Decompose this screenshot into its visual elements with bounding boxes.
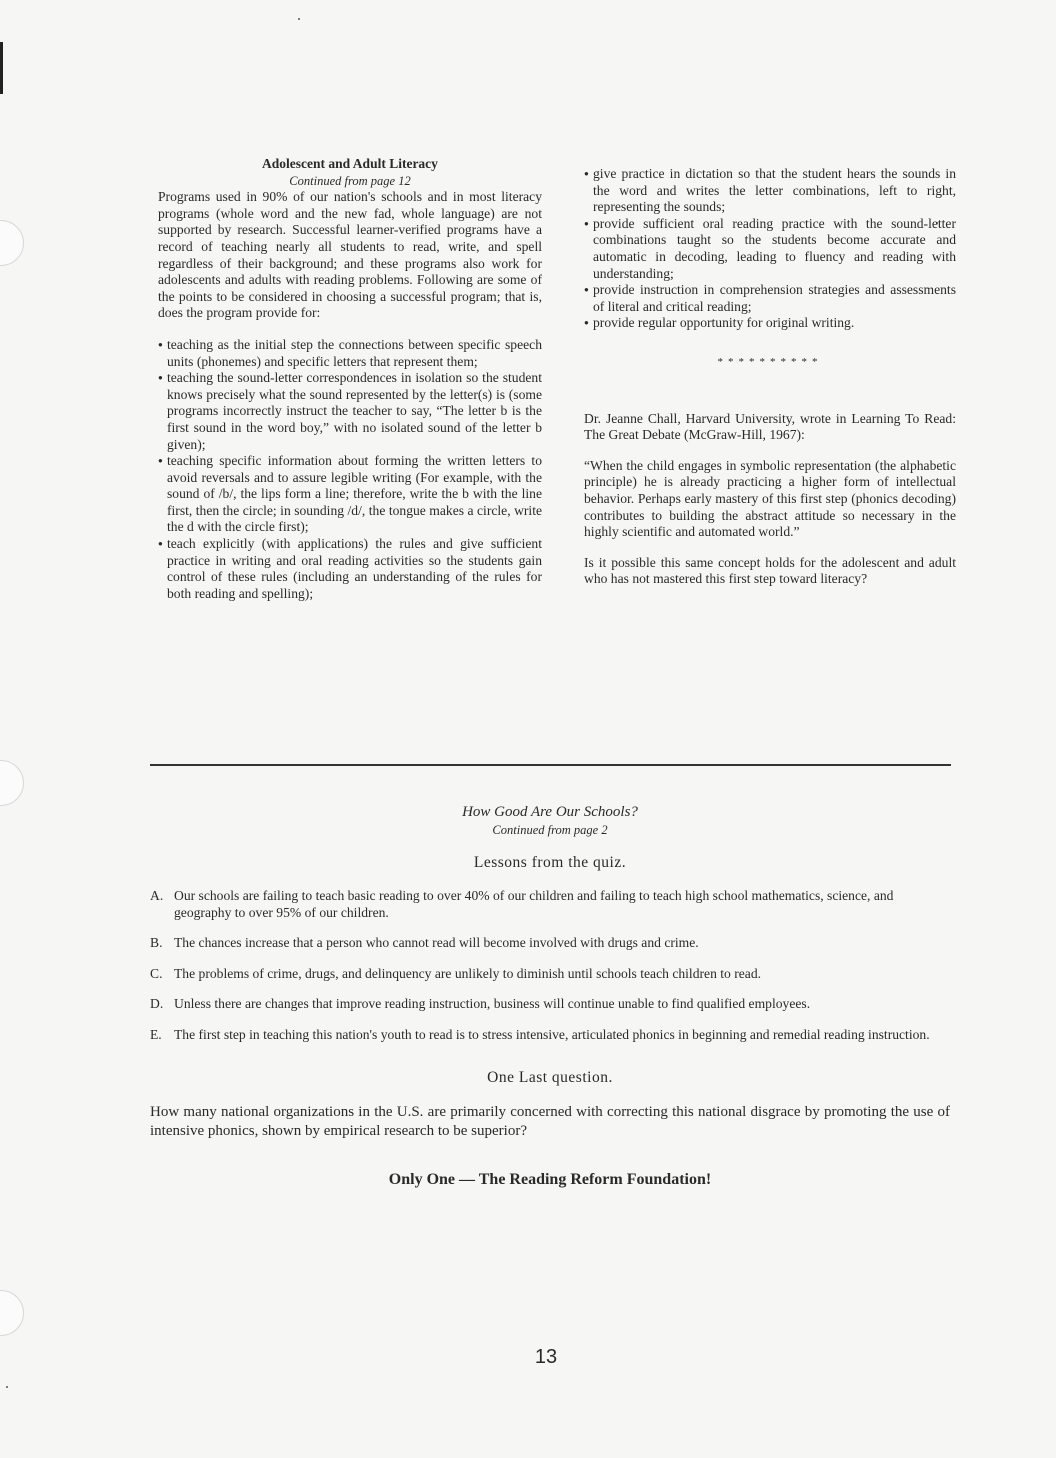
- chall-quote: “When the child engages in symbolic representation (the alphabetic principle) he is already practicing a higher form of intellectual behavior. Perhaps early mastery of this first step (phonics decoding) contributes to building the abstract attitude so necessary in the highly scientific and automated world.”: [584, 457, 956, 540]
- lesson-item: [150, 1027, 950, 1044]
- lesson-letter: A.: [150, 888, 164, 903]
- criteria-item: ● provide sufficient oral reading practice with the sound-letter combinations taught so the students become accurate and automatic in decoding, leading to fluency and reading with understanding;: [584, 216, 956, 282]
- last-question-heading: One Last question.: [487, 1069, 613, 1086]
- lessons-heading: Lessons from the quiz.: [473, 854, 627, 871]
- closing-question: Is it possible this same concept holds for the adolescent and adult who has not mastered this first step toward literacy?: [584, 554, 956, 587]
- lesson-letter: E.: [150, 1026, 162, 1042]
- lesson-item: [150, 996, 950, 1013]
- schools-article-title: How Good Are Our Schools?: [462, 804, 638, 820]
- criteria-item: ● provide regular opportunity for original writing.: [584, 315, 956, 332]
- criteria-item: ● teaching the sound-letter correspondences in isolation so the student knows precisely what the sound represented by the letter(s) is (some programs incorrectly instruct the teacher to say, “The letter b is the first sound in the word boy,” with no isolated sound of the letter b given);: [158, 370, 542, 453]
- literacy-continued-note: Continued from page 12: [289, 173, 411, 188]
- schools-article: [150, 804, 950, 1189]
- lesson-text: Our schools are failing to teach basic reading to over 40% of our children and failing to teach high school mathematics, science, and geography to over 95% of our children.: [174, 888, 894, 920]
- lesson-text: The first step in teaching this nation's youth to read is to stress intensive, articulated phonics in beginning and remedial reading instruction.: [174, 1026, 930, 1042]
- lesson-item: [150, 935, 950, 952]
- literacy-article-left-column: [158, 156, 542, 602]
- program-criteria-list-continued: [584, 166, 956, 332]
- last-question-text: How many national organizations in the U.S. are primarily concerned with correcting this national disgrace by promoting the use of intensive phonics, shown by empirical research to be superior?: [150, 1104, 950, 1139]
- lesson-text: The chances increase that a person who cannot read will become involved with drugs and crime.: [174, 935, 699, 950]
- lesson-item: [150, 888, 950, 921]
- criteria-item: ● give practice in dictation so that the student hears the sounds in the word and writes the letter combinations, left to right, representing the sounds;: [584, 166, 956, 216]
- scan-speck: [6, 1386, 8, 1388]
- criteria-item: ● teaching as the initial step the connections between specific speech units (phonemes) and specific letters that represent them;: [158, 337, 542, 370]
- criteria-item: ● teaching specific information about forming the written letters to avoid reversals and to assure legible writing (For example, with the sound of /b/, the lips form a line; therefore, write the b with the line first, then the circle; in sounding /d/, the tongue makes a circle, write the d with the circle first);: [158, 453, 542, 536]
- lesson-text: The problems of crime, drugs, and delinquency are unlikely to diminish until schools teach children to read.: [174, 965, 762, 981]
- lesson-text: Unless there are changes that improve reading instruction, business will continue unable to find qualified employees.: [174, 996, 811, 1011]
- literacy-article-title: Adolescent and Adult Literacy: [262, 156, 438, 171]
- answer-line: Only One — The Reading Reform Foundation!: [388, 1171, 712, 1188]
- binder-hole: [0, 220, 24, 266]
- scan-edge-mark: [0, 42, 3, 94]
- lesson-letter: C.: [150, 965, 163, 981]
- program-criteria-list: [158, 337, 542, 603]
- scan-speck: [298, 18, 300, 20]
- lesson-item: [150, 966, 950, 983]
- chall-citation: Dr. Jeanne Chall, Harvard University, wrote in Learning To Read: The Great Debate (McGraw-Hill, 1967):: [584, 410, 956, 443]
- lesson-letter: D.: [150, 996, 164, 1011]
- binder-hole: [0, 1290, 24, 1336]
- literacy-intro-paragraph: Programs used in 90% of our nation's schools and in most literacy programs (whole word and the new fad, whole language) are not supported by research. Successful learner-verified programs have a record of teaching nearly all students to read, write, and spell regardless of their background; and these programs also work for adolescents and adults with reading problems. Following are some of the points to be considered in choosing a successful program; that is, does the program provide for:: [158, 189, 542, 321]
- section-divider: [150, 764, 951, 766]
- schools-continued-note: Continued from page 2: [492, 823, 608, 837]
- lesson-letter: B.: [150, 935, 163, 950]
- lessons-list: [150, 888, 950, 1043]
- literacy-article-right-column: [584, 166, 956, 588]
- criteria-item: ● provide instruction in comprehension strategies and assessments of literal and critical reading;: [584, 282, 956, 315]
- criteria-item: ● teach explicitly (with applications) the rules and give sufficient practice in writing and oral reading activities so the students gain control of these rules (including an understanding of the rules for both reading and spelling);: [158, 536, 542, 602]
- binder-hole: [0, 760, 24, 806]
- section-separator: **********: [717, 355, 823, 368]
- page-number: 13: [534, 1346, 558, 1368]
